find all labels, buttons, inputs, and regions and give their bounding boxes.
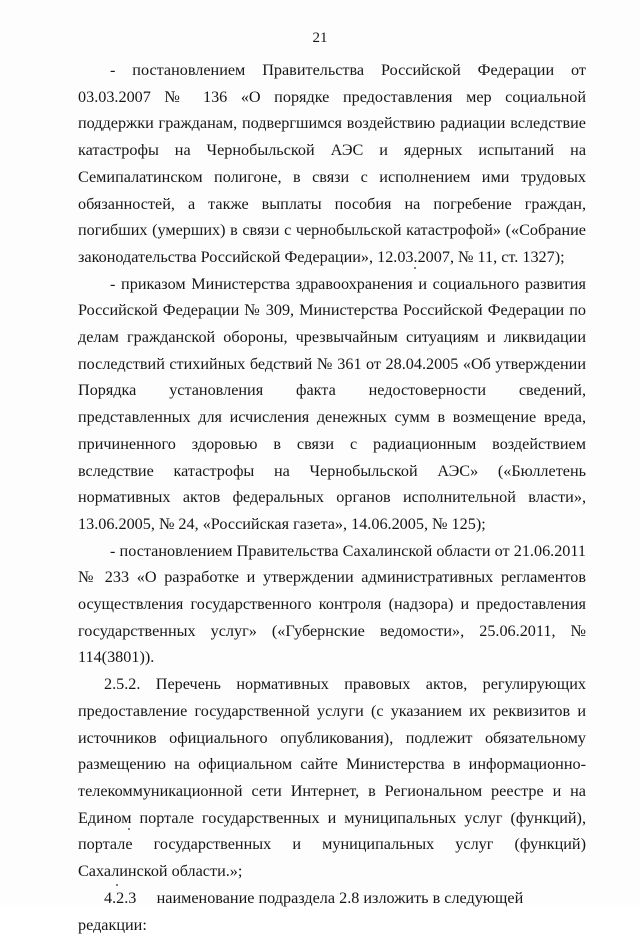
scan-speck xyxy=(116,884,118,886)
paragraph-decree-136: - постановлением Правительства Российской Федерации от 03.03.2007 № 136 «О порядке предоставления мер социальной поддержки гражданам, подвергшимся воздействию радиации вследствие катастрофы на Чернобыльской АЭС и ядерных испытаний на Семипалатинском полигоне, в связи с исполнением ими трудовых обязанностей, а также выплаты пособия на погребение граждан, погибших (умерших) в связи с чернобыльской катастрофой» («Собрание законодательства Российской Федерации», 12.03.2007, № 11, ст. 1327); xyxy=(78,61,586,266)
document-body xyxy=(78,57,586,938)
paragraph-order-309: - приказом Министерства здравоохранения и социального развития Российской Федерации № 309, Министерства Российской Федерации по делам гражданской обороны, чрезвычайным ситуациям и ликвидации последствий стихийных бедствий № 361 от 28.04.2005 «Об утверждении Порядка установления факта недостоверности сведений, представленных для исчисления денежных сумм в возмещение вреда, причиненного здоровью в связи с радиационным воздействием вследствие катастрофы на Чернобыльской АЭС» («Бюллетень нормативных актов федеральных органов исполнительной власти», 13.06.2005, № 24, «Российская газета», 14.06.2005, № 125); xyxy=(78,274,586,533)
scan-speck xyxy=(128,828,130,830)
scan-speck xyxy=(414,267,416,269)
list-item-text: наименование подраздела 2.8 изложить в следующей редакции: xyxy=(78,888,524,934)
paragraph-decree-233: - постановлением Правительства Сахалинской области от 21.06.2011 № 233 «О разработке и утверждении административных регламентов осуществления государственного контроля (надзора) и предоставления государственных услуг» («Губернские ведомости», 25.06.2011, № 114(3801)). xyxy=(78,541,586,667)
page-number: 21 xyxy=(312,30,328,46)
paragraph-2-5-2: 2.5.2. Перечень нормативных правовых актов, регулирующих предоставление государственной услуги (с указанием их реквизитов и источников официального опубликования), подлежит обязательному размещению на официальном сайте Министерства в информационно-телекоммуникационной сети Интернет, в Региональном реестре и на Едином портале государственных и муниципальных услуг (функций), портале государственных и муниципальных услуг (функций) Сахалинской области.»; xyxy=(78,675,586,881)
list-item-number: 4.2.3 xyxy=(104,888,137,907)
list-item-4-2-3 xyxy=(78,885,586,938)
